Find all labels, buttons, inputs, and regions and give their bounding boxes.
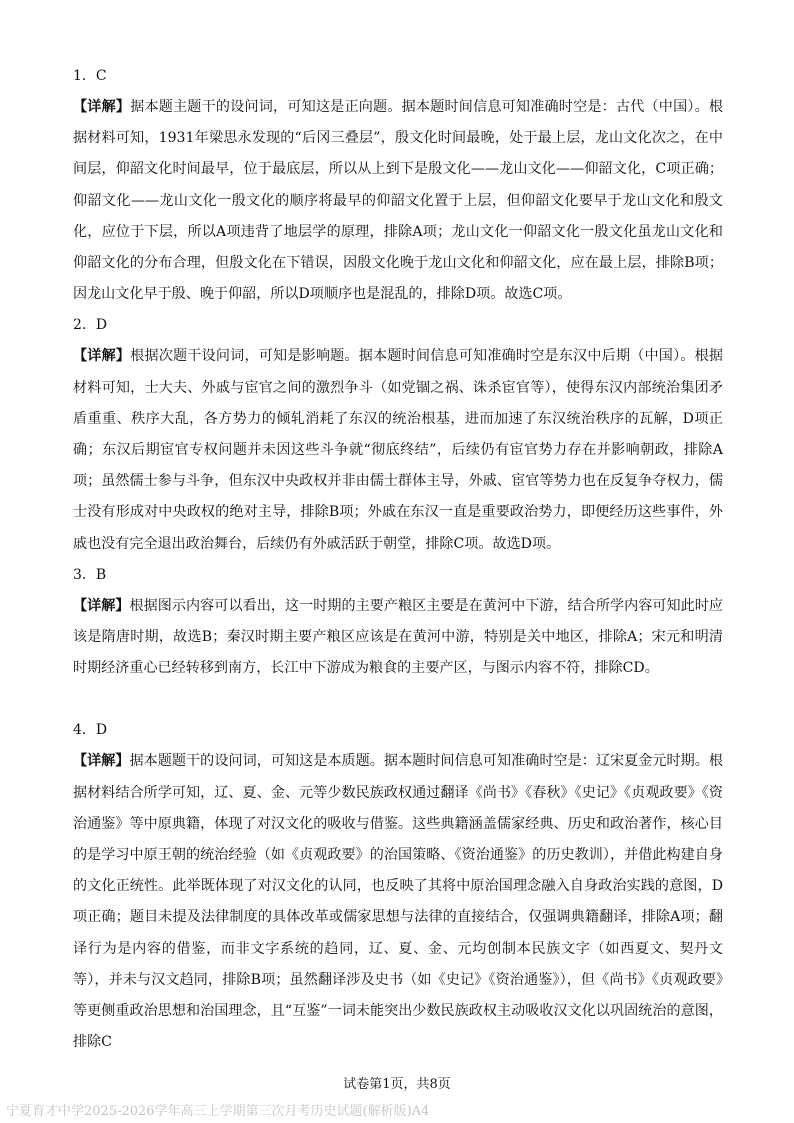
question-number: 3．B [73,566,107,583]
question-number: 1．C [73,68,107,84]
detail-text: 据本题主题干的设问词，可知这是正向题。据本题时间信息可知准确时空是：古代（中国）。根据材料可知，1931年梁思永发现的“后冈三叠层”，殷文化时间最晚，处于最上层，龙山文化次之，在中间层，仰韶文化时间最早，位于最底层，所以从上到下是殷文化——龙山文化——仰韶文化，C项正确；仰韶文化——龙山文化一殷文化的顺序将最早的仰韶文化置于上层，但仰韶文化要早于龙山文化和殷文化，应位于下层，所以A项违背了地层学的原理，排除A项；龙山文化一仰韶文化一殷文化虽龙山文化和仰韶文化的分布合理，但殷文化在下错误，因殷文化晚于龙山文化和仰韶文化，应在最上层，排除B项；因龙山文化早于殷、晚于仰韶，所以D项顺序也是混乱的，排除D项。故选C项。 [73,99,723,303]
detail-tag: 【详解】 [73,99,131,115]
question-number: 2．D [73,317,108,334]
answer-detail [73,591,723,685]
detail-text: 根据次题干设问词，可知是影响题。据本题时间信息可知准确时空是东汉中后期（中国）。根据材料可知，士大夫、外戚与宦官之间的激烈争斗（如党锢之祸、诛杀宦官等），使得东汉内部统治集团矛盾重重、秩序大乱，各方势力的倾轧消耗了东汉的统治根基，进而加速了东汉统治秩序的瓦解，D项正确；东汉后期宦官专权问题并未因这些斗争就“彻底终结”，后续仍有宦官势力存在并影响朝政，排除A项；虽然儒士参与斗争，但东汉中央政权并非由儒士群体主导，外戚、宦官等势力也在反复争夺权力，儒士没有形成对中央政权的绝对主导，排除B项；外戚在东汉一直是重要政治势力，即便经历这些事件，外戚也没有完全退出政治舞台，后续仍有外戚活跃于朝堂，排除C项。故选D项。 [73,348,723,552]
answer-content [73,61,723,1058]
answer-detail [73,341,723,559]
detail-tag: 【详解】 [73,753,130,770]
question-number: 4．D [73,722,108,739]
page-footer: 试卷第1页，共8页 [343,1077,451,1092]
detail-tag: 【详解】 [73,348,131,365]
detail-text: 根据图示内容可以看出，这一时期的主要产粮区主要是在黄河中下游，结合所学内容可知此时应该是隋唐时期，故选B；秦汉时期主要产粮区应该是在黄河中游，特别是关中地区，排除A；宋元和明清时期经济重心已经转移到南方，长江中下游成为粮食的主要产区，与图示内容不符，排除CD。 [73,597,724,677]
detail-text: 据本题题干的设问词，可知这是本质题。据本题时间信息可知准确时空是：辽宋夏金元时期。根据材料结合所学可知，辽、夏、金、元等少数民族政权通过翻译《尚书》《春秋》《史记》《贞观政要》《资治通鉴》等中原典籍，体现了对汉文化的吸收与借鉴。这些典籍涵盖儒家经典、历史和政治著作，核心目的是学习中原王朝的统治经验（如《贞观政要》的治国策略、《资治通鉴》的历史教训），并借此构建自身的文化正统性。此举既体现了对汉文化的认同，也反映了其将中原治国理念融入自身政治实践的意图，D项正确；题目未提及法律制度的具体改革或儒家思想与法律的直接结合，仅强调典籍翻译，排除A项；翻译行为是内容的借鉴，而非文字系统的趋同，辽、夏、金、元均创制本民族文字（如西夏文、契丹文等），并未与汉文趋同，排除B项；虽然翻译涉及史书（如《史记》《资治通鉴》），但《尚书》《贞观政要》等更侧重政治思想和治国理念，且“互鉴”一词未能突出少数民族政权主动吸收汉文化以巩固统治的意图，排除C [73,753,724,1051]
watermark: 宁夏育才中学2025-2026学年高三上学期第三次月考历史试题(解析版)A4 [6,1104,430,1119]
detail-tag: 【详解】 [73,597,130,614]
answer-detail [73,746,723,1058]
answer-detail [73,92,723,310]
spacer [73,684,723,715]
